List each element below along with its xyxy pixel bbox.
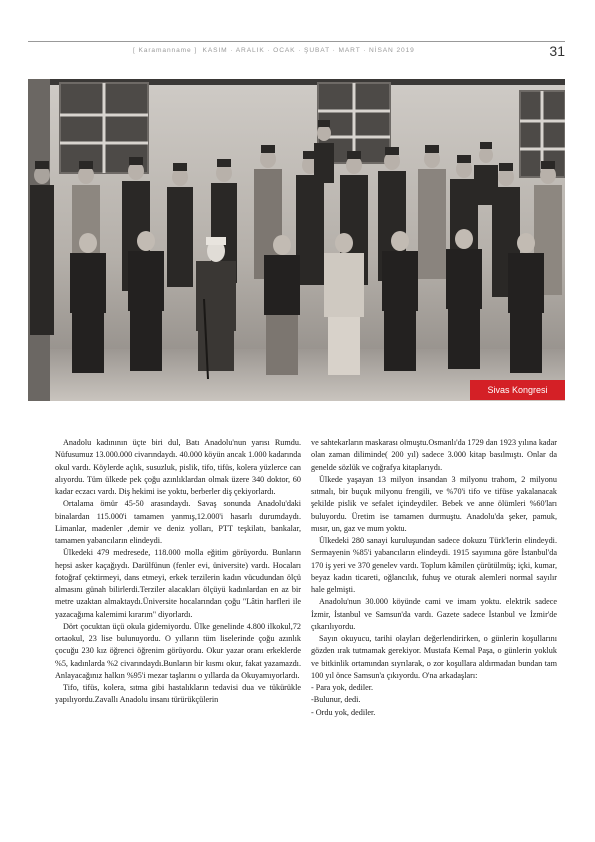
- dialogue-line: - Ordu yok, dediler.: [311, 707, 376, 717]
- running-header: [28, 41, 565, 61]
- dialogue-line: -Bulunur, dedi.: [311, 695, 361, 705]
- dialogue-line: - Para yok, dediler.: [311, 683, 374, 692]
- page-number: 31: [549, 43, 565, 59]
- article-column-right: [311, 437, 557, 719]
- paragraph: Anadolu'nun 30.000 köyünde cami ve imam yoktu. elektrik sadece İzmir, İstanbul ve Samsun'da vardı. Gazete sadece İstanbul ve İzmir'de çıkarılıyordu.: [311, 597, 557, 631]
- paragraph: Tifo, tifüs, kolera, sıtma gibi hastalıkların tedavisi dua ve tükürükle yapılıyordu.Zavallı Anadolu insanı türürükçülerin: [55, 683, 301, 705]
- photo-caption: Sivas Kongresi: [470, 380, 565, 400]
- header-issue-line: [133, 47, 415, 54]
- paragraph: Sayın okuyucu, tarihi olayları değerlendirirken, o günlerin koşullarını gözden ırak tutmamak gerekiyor. Mustafa Kemal Paşa, o günlerin yokluk ve bitkinlik ortamından sıyrılarak, o zor koşullara aldırmadan bundan tam 100 yıl önce Samsun'a çıkıyordu. O'na arkadaşları:: [311, 634, 557, 680]
- historical-group-photo: [28, 79, 565, 401]
- magazine-name: [ Karamanname ]: [133, 47, 198, 54]
- paragraph: Ülkedeki 479 medresede, 118.000 molla eğitim görüyordu. Bunların hepsi asker kaçağıydı. Darülfünun (fenler evi, üniversite) vardı. Hocaları fotoğraf çektirmeyi, dans etmeyi, erkek terzilerin kadın vücudundan ölçü almasını günah bilirlerdi.Terziler alacakları ölçüyü kadınlardan en az bir metre uzaktan almaktaydı.Üniversite hocalarından çoğu "Lâtin harfleri ile yazacağıma kalemimi kırarım" diyorlardı.: [55, 548, 301, 619]
- header-rule: [28, 41, 565, 42]
- paragraph: Ülkedeki 280 sanayi kuruluşundan sadece dokuzu Türk'lerin elindeydi. Sermayenin %85'i yabancıların elindeydi. 1915 sayımına göre İstanbul'da 170 iş yeri ve 370 genelev vardı. Toplum kâmilen çürütülmüş; içki, kumar, beyaz kadın ticareti, oğlancılık, fuhuş ve oturak alemleri normal sayılır hale gelmişti.: [311, 536, 557, 594]
- issue-months: KASIM · ARALIK · OCAK · ŞUBAT · MART · NİSAN 2019: [202, 47, 415, 54]
- paragraph: ve sahtekarların maskarası olmuştu.Osmanlı'da 1729 dan 1923 yılına kadar olan zaman diliminde( 200 yıl) sadece 3.000 kitap basılmıştı. Onlar da genelde sözlük ve coğrafya kitaplarıydı.: [311, 438, 557, 472]
- paragraph: Dört çocuktan üçü okula gidemiyordu. Ülke genelinde 4.800 ilkokul,72 ortaokul, 23 lise bulunuyordu. O yılların tüm liselerinde çoğu azınlık çocuğu 230 kız öğrenci öğrenim görüyordu. Okur yazar oranı erkeklerde %5, kadınlarda %2 civarındaydı.Bunların bir kısmı okur, fakat yazamazdı. Anlayacağınız halkın %95'i mezar taşlarını o yıllarda da Okuyamıyorlardı.: [55, 621, 301, 680]
- paragraph: Anadolu kadınının üçte biri dul, Batı Anadolu'nun yarısı Rumdu. Nüfusumuz 13.000.000 civarındaydı. 40.000 köyün ancak 1.000 kadarında okul vardı. Köylerde açlık, susuzluk, pislik, tifo, tifüs, kolera yüzlerce can alıyordu. Tüm ülkede pek çoğu azınlıklardan olmak üzere 340 doktor, 60 kadar eczacı vardı. Diş hekimi ise yoktu, berberler diş çekiyorlardı.: [55, 438, 301, 496]
- article-column-left: [55, 437, 301, 707]
- paragraph: Ülkede yaşayan 13 milyon insandan 3 milyonu trahom, 2 milyonu sıtmalı, bir buçuk milyonu frengili, ve %70'i tifo ve tifüse yakalanacak şekilde pislik ve sefalet içindeydiler. Bebek ve anne ölümleri %60'ları buluyordu. Üretim ise tamamen durmuştu. Anadolu'da şeker, pamuk, mısır, un, gaz ve mum yoktu.: [311, 474, 557, 533]
- paragraph: Ortalama ömür 45-50 arasındaydı. Savaş sonunda Anadolu'daki binalardan 115.000'i tamamen yanmış,12.000'i hasarlı durumdaydı. Limanlar, madenler ,demir ve deniz yolları, PTT teşkilatı, bankalar, tamamen yabancıların elindeydi.: [55, 499, 301, 545]
